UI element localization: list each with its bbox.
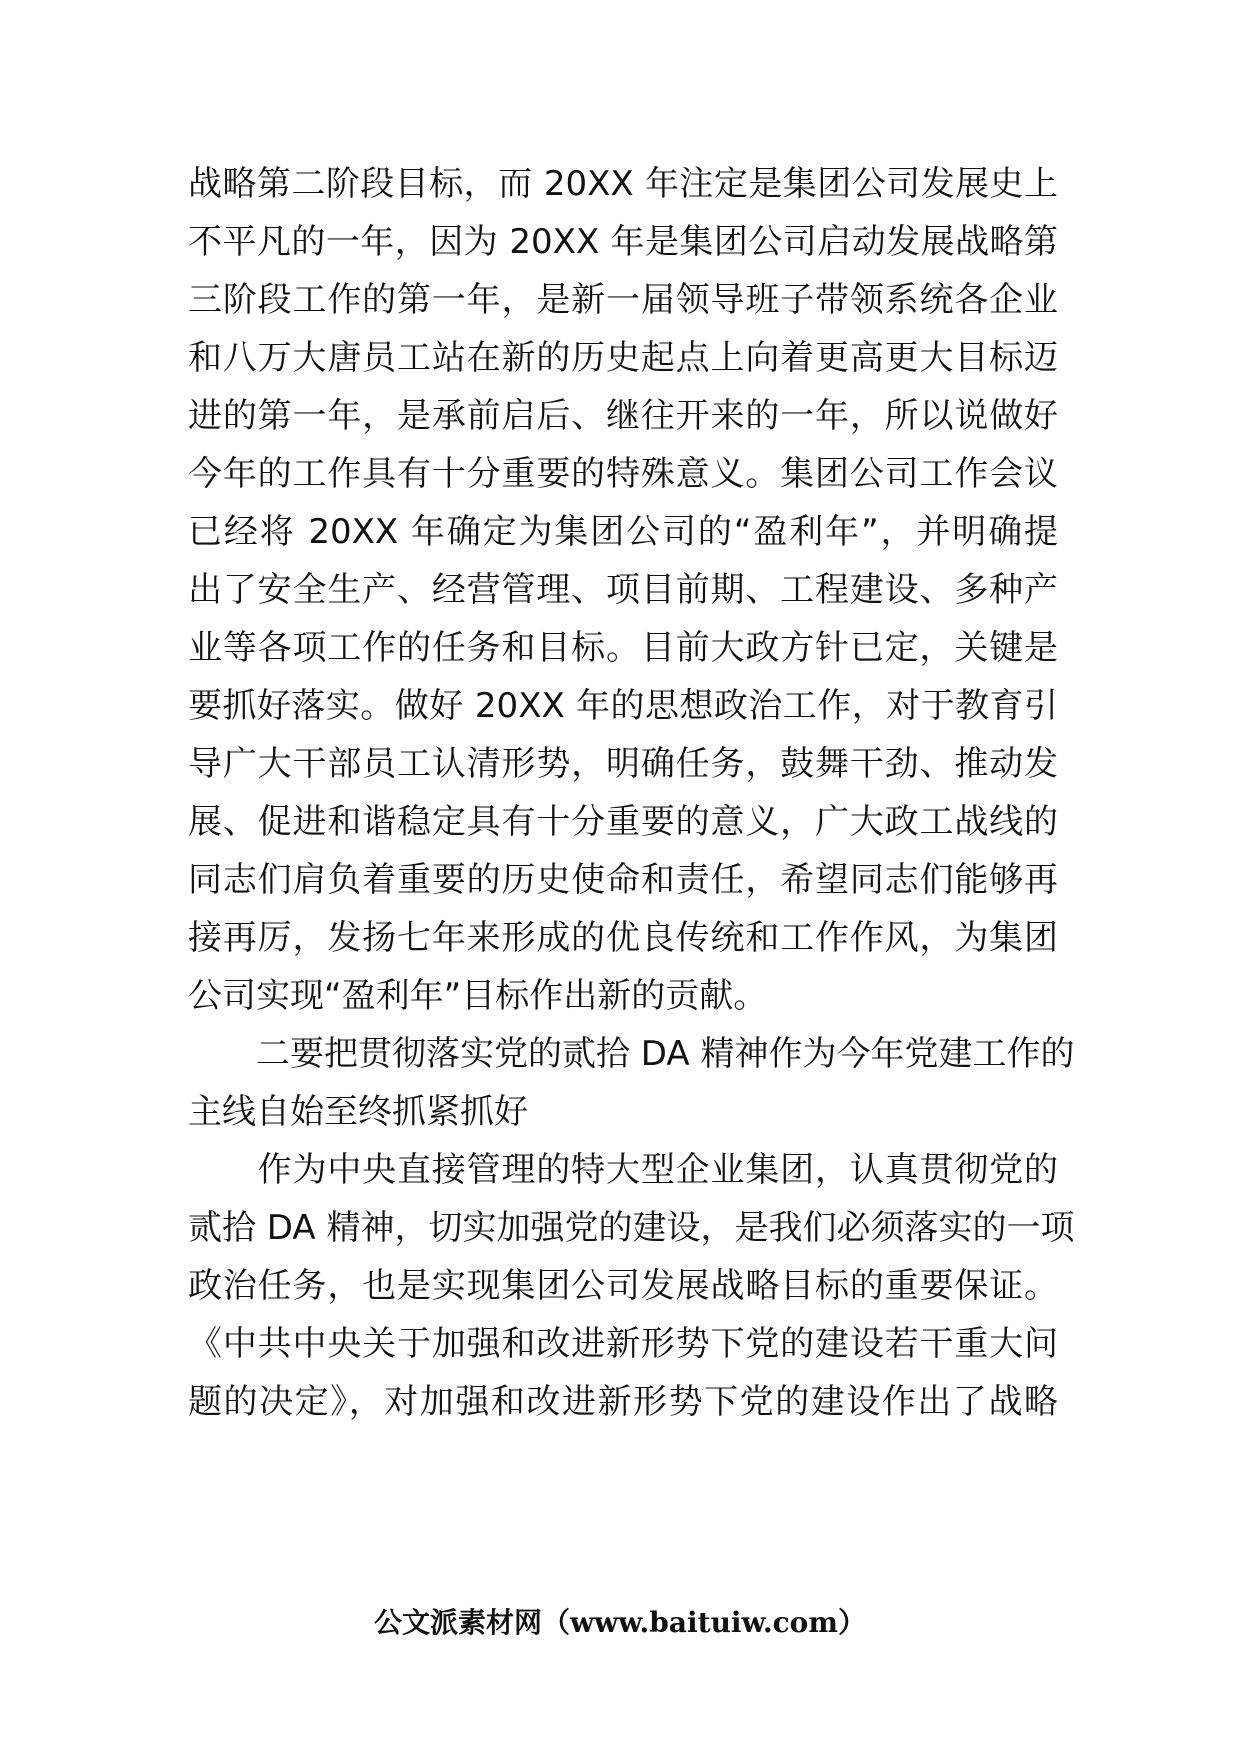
body-text-line: 导广大干部员工认清形势，明确任务，鼓舞干劲、推动发: [188, 744, 1058, 784]
body-text-line: 作为中央直接管理的特大型企业集团，认真贯彻党的: [188, 1150, 1058, 1190]
body-text-line: 业等各项工作的任务和目标。目前大政方针已定，关键是: [188, 628, 1058, 668]
body-text-line: 战略第二阶段目标，而 20XX 年注定是集团公司发展史上: [188, 164, 1058, 204]
body-text-line: 已经将 20XX 年确定为集团公司的“盈利年”，并明确提: [188, 512, 1058, 552]
body-text-line: 公司实现“盈利年”目标作出新的贡献。: [188, 976, 768, 1016]
body-text-line: 《中共中央关于加强和改进新形势下党的建设若干重大问: [188, 1324, 1058, 1364]
footer-source-text: 公文派素材网（www.baituiw.com）: [374, 1606, 866, 1639]
body-text-line: 不平凡的一年，因为 20XX 年是集团公司启动发展战略第: [188, 222, 1058, 262]
body-text-line: 同志们肩负着重要的历史使命和责任，希望同志们能够再: [188, 860, 1058, 900]
body-text-line: 出了安全生产、经营管理、项目前期、工程建设、多种产: [188, 570, 1058, 610]
body-text-line: 三阶段工作的第一年，是新一届领导班子带领系统各企业: [188, 280, 1058, 320]
section-heading-line: 二要把贯彻落实党的贰拾 DA 精神作为今年党建工作的: [188, 1034, 1075, 1074]
body-text-line: 要抓好落实。做好 20XX 年的思想政治工作，对于教育引: [188, 686, 1058, 726]
body-text-line: 今年的工作具有十分重要的特殊意义。集团公司工作会议: [188, 454, 1058, 494]
section-heading-line: 主线自始至终抓紧抓好: [188, 1092, 528, 1132]
body-text-line: 政治任务，也是实现集团公司发展战略目标的重要保证。: [188, 1266, 1058, 1306]
body-text-line: 和八万大唐员工站在新的历史起点上向着更高更大目标迈: [188, 338, 1058, 378]
body-text-line: 题的决定》，对加强和改进新形势下党的建设作出了战略: [188, 1382, 1058, 1422]
body-text-line: 进的第一年，是承前启后、继往开来的一年，所以说做好: [188, 396, 1058, 436]
body-text-line: 接再厉，发扬七年来形成的优良传统和工作作风，为集团: [188, 918, 1058, 958]
body-text-line: 展、促进和谐稳定具有十分重要的意义，广大政工战线的: [188, 802, 1058, 842]
body-text-line: 贰拾 DA 精神，切实加强党的建设，是我们必须落实的一项: [188, 1208, 1075, 1248]
